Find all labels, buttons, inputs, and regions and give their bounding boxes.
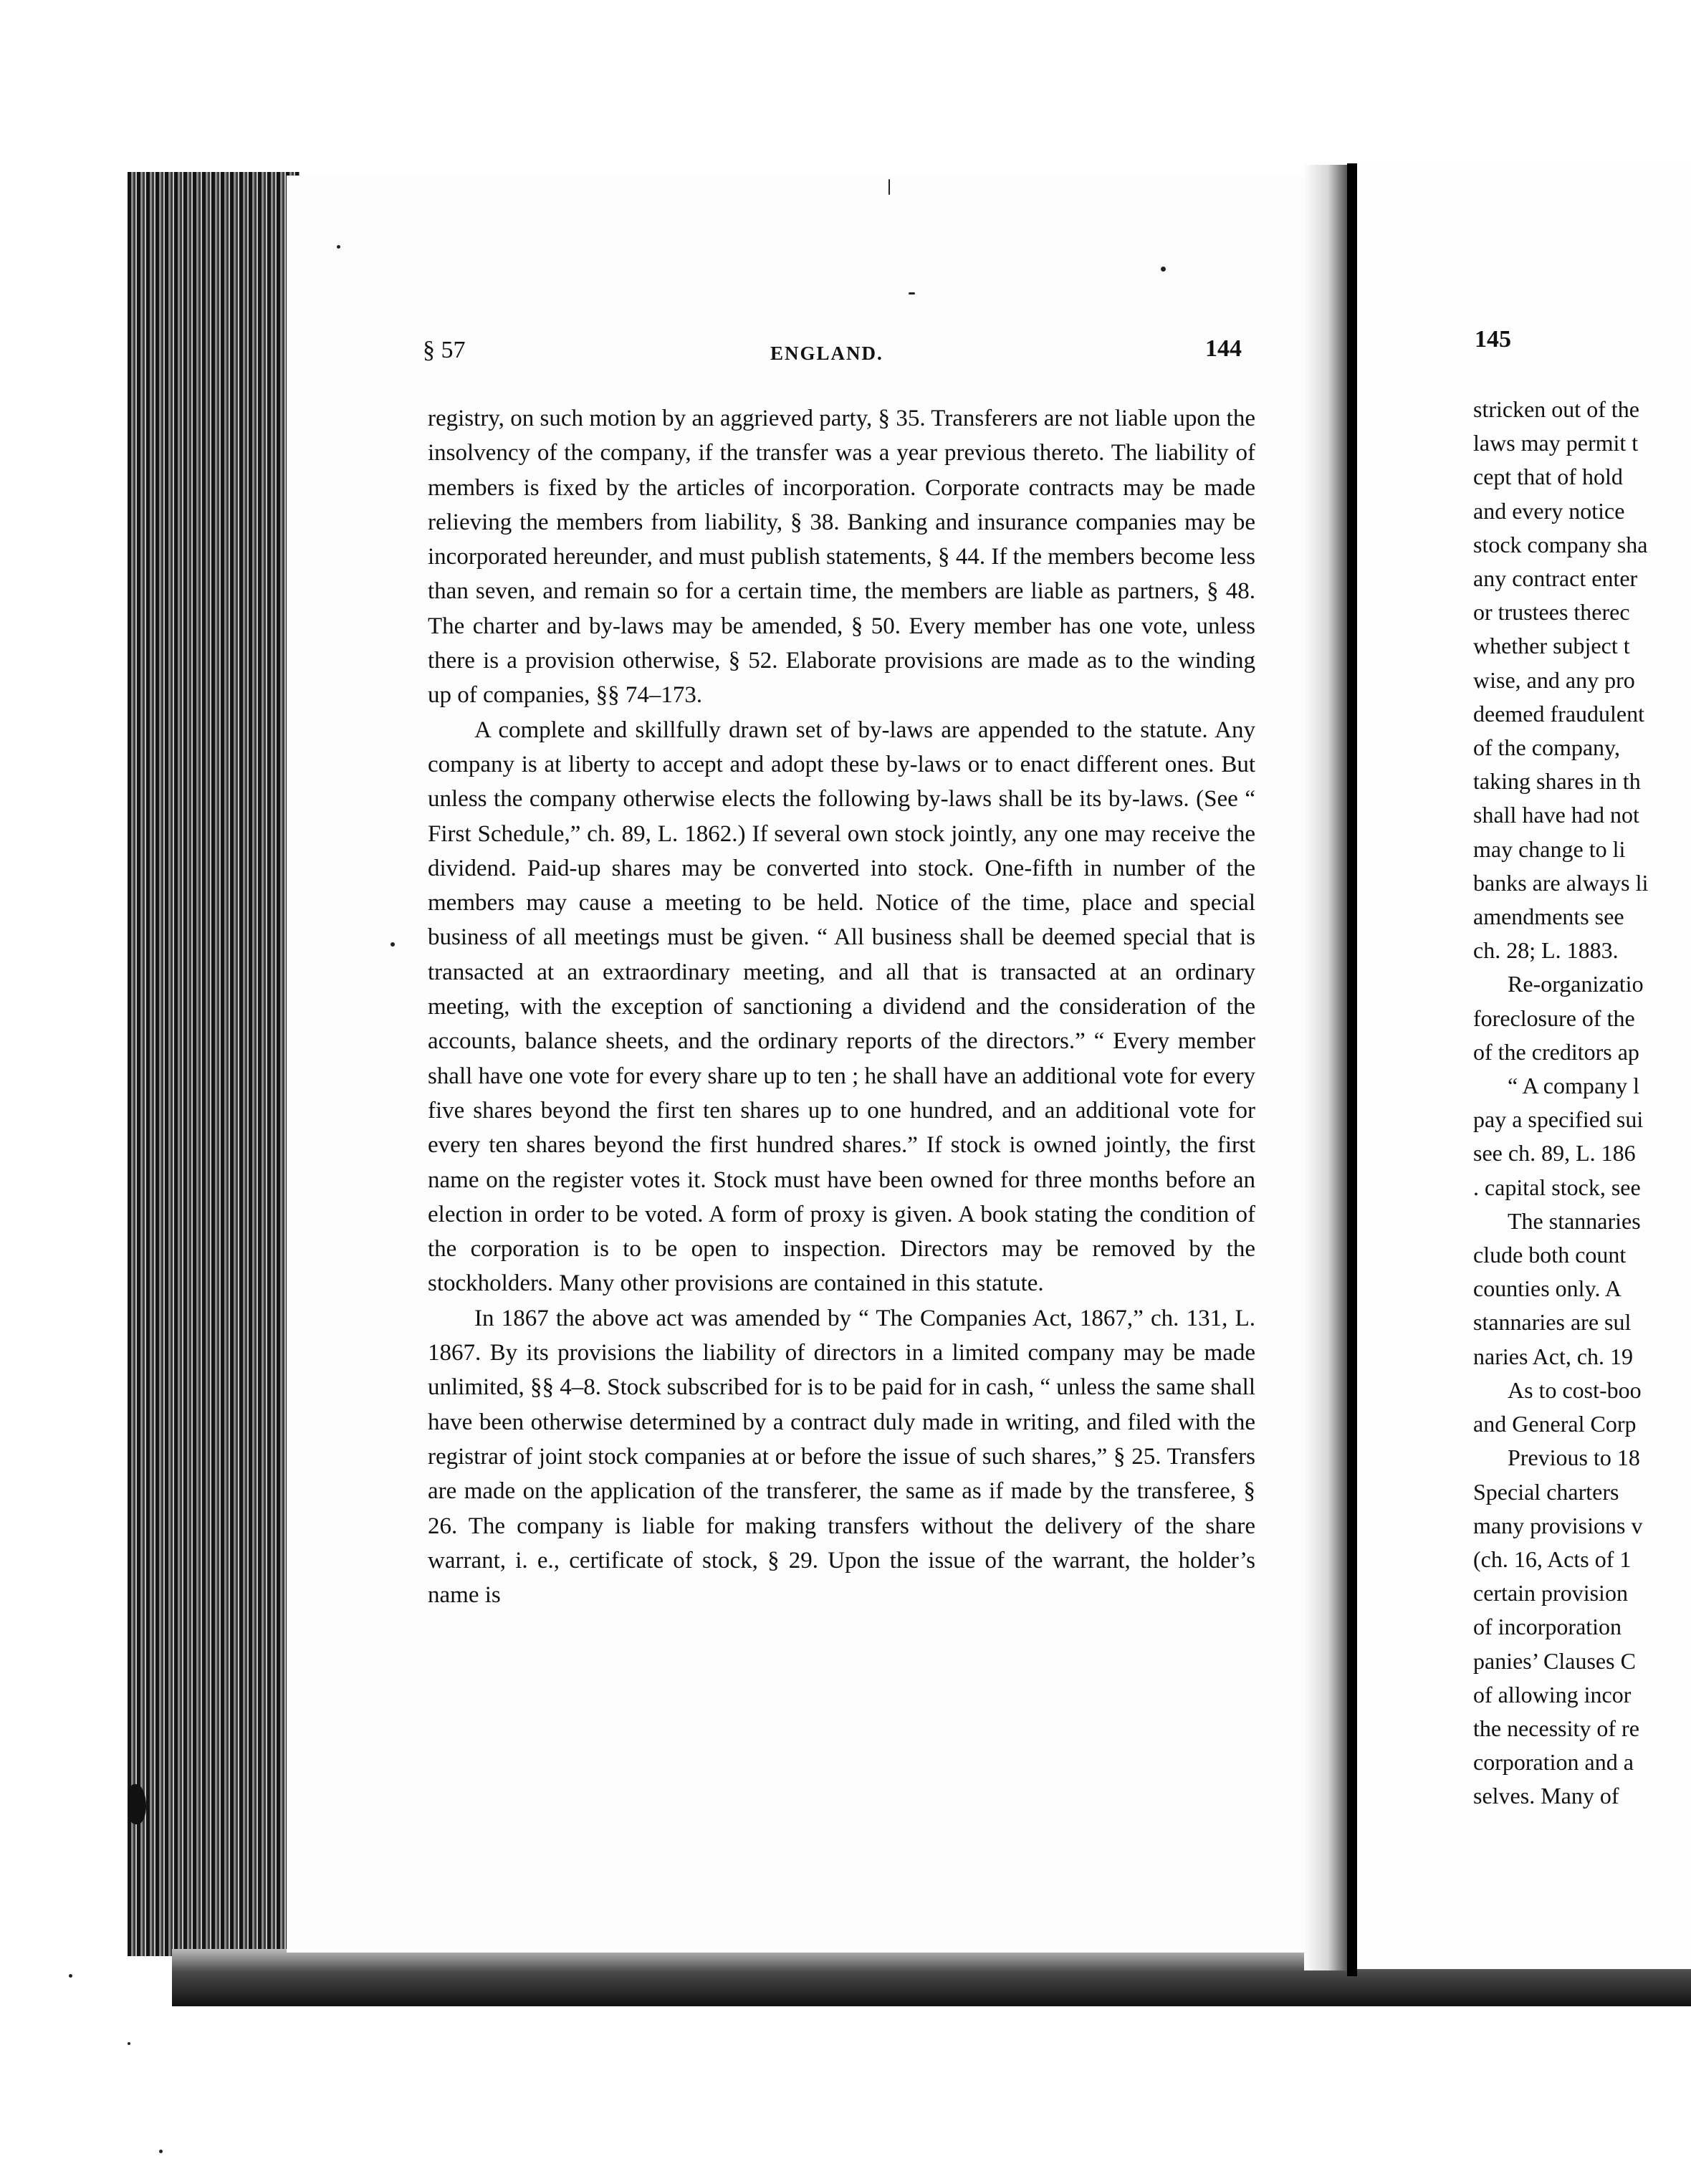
speck	[128, 2042, 130, 2045]
right-page-line: corporation and a	[1473, 1749, 1634, 1776]
right-page-line: stricken out of the	[1473, 396, 1639, 422]
right-page-line: wise, and any pro	[1473, 666, 1635, 693]
right-page-line: shall have had not	[1473, 802, 1639, 828]
right-page-line: may change to li	[1473, 835, 1626, 862]
right-page-line: foreclosure of the	[1473, 1005, 1635, 1031]
section-number: § 57	[423, 337, 466, 363]
speck	[69, 1974, 72, 1978]
running-title: ENGLAND.	[770, 343, 883, 364]
right-page-body	[1357, 393, 1691, 1897]
right-page-line: of the creditors ap	[1473, 1038, 1639, 1065]
speck	[909, 292, 915, 294]
speck	[1161, 267, 1166, 272]
right-page-line: ch. 28; L. 1883.	[1473, 937, 1619, 964]
right-page-line: stock company sha	[1473, 531, 1648, 557]
right-page-line: clude both count	[1473, 1242, 1627, 1268]
right-page-line: pay a specified sui	[1473, 1106, 1644, 1133]
right-page-line: any contract enter	[1473, 565, 1638, 592]
right-page-line: see ch. 89, L. 186	[1473, 1140, 1636, 1167]
right-page-line: or trustees therec	[1473, 599, 1630, 626]
page-number-left: 144	[1205, 335, 1242, 362]
right-page-line: Previous to 18	[1508, 1445, 1640, 1471]
speck	[337, 245, 340, 249]
right-page-line: whether subject t	[1473, 633, 1630, 659]
right-page-line: of incorporation	[1473, 1614, 1622, 1640]
right-page-line: (ch. 16, Acts of 1	[1473, 1546, 1632, 1572]
right-page-line: banks are always li	[1473, 869, 1649, 896]
speck	[888, 179, 890, 195]
right-page-line: and every notice	[1473, 497, 1625, 524]
right-page-line: naries Act, ch. 19	[1473, 1343, 1634, 1369]
right-page-line: The stannaries	[1508, 1207, 1641, 1234]
right-page-line: Special charters	[1473, 1478, 1619, 1505]
right-page-line: . capital stock, see	[1473, 1174, 1641, 1200]
speck	[159, 2150, 163, 2153]
gutter-line	[1347, 163, 1357, 1976]
right-page-line: stannaries are sul	[1473, 1309, 1632, 1336]
right-page-line: counties only. A	[1473, 1275, 1621, 1302]
right-page-line: deemed fraudulent	[1473, 700, 1644, 727]
paragraph: registry, on such motion by an aggrieved party, § 35. Transferers are not liable upon the insolvency of the company, if the transfer was a year previous thereto. The liability of members is fixed by the articles of incorporation. Corporate contracts may be made relieving the members from liability, § 38. Banking and insurance companies may be incorporated hereunder, and must publish statements, § 44. If the members become less than seven, and remain so for a certain time, the members are liable as partners, § 48. The charter and by-laws may be amended, § 50. Every member has one vote, unless there is a provision otherwise, § 52. Elaborate provisions are made as to the winding up of companies, §§ 74–173.	[428, 406, 1255, 709]
right-page-line: selves. Many of	[1473, 1783, 1619, 1809]
left-page-body	[428, 401, 1255, 1612]
paragraph: A complete and skillfully drawn set of by-laws are appended to the statute. Any company is at liberty to accept and adopt these by-laws or to enact different ones. But unless the company otherwise elects the following by-laws shall be its by-laws. (See “ First Schedule,” ch. 89, L. 1862.) If several own stock jointly, any one may receive the dividend. Paid-up shares may be converted into stock. One-fifth in number of the members may cause a meeting to be held. Notice of the time, place and special business of all meetings must be given. “ All business shall be deemed special that is transacted at an extraordinary meeting, and all that is transacted at an ordinary meeting, with the exception of sanctioning a dividend and the consideration of the accounts, balance sheets, and the ordinary reports of the directors.” “ Every member shall have one vote for every share up to ten ; he shall have an additional vote for every five shares beyond the first ten shares up to one hundred, and an additional vote for every ten shares beyond the first hundred shares.” If stock is owned jointly, the first name on the register votes it. Stock must have been owned for three months before an election in order to be voted. A form of proxy is given. A book stating the condition of the corporation is to be open to inspection. Directors may be removed by the stockholders. Many other provisions are contained in this statute.	[428, 717, 1255, 1297]
page-edges	[128, 172, 300, 1956]
right-page-line: many provisions v	[1473, 1512, 1643, 1538]
right-page-line: Re-organizatio	[1508, 971, 1644, 997]
right-page-line: cept that of hold	[1473, 464, 1623, 490]
spine-shadow	[1304, 165, 1347, 1970]
right-page-line: “ A company l	[1508, 1073, 1639, 1099]
right-page-line: the necessity of re	[1473, 1715, 1639, 1741]
right-page-line: panies’ Clauses C	[1473, 1647, 1636, 1674]
speck	[391, 942, 395, 947]
right-page-line: of the company,	[1473, 734, 1620, 761]
right-page-line: amendments see	[1473, 904, 1624, 930]
right-page-line: of allowing incor	[1473, 1681, 1632, 1708]
right-page-line: laws may permit t	[1473, 430, 1639, 456]
right-page-line: and General Corp	[1473, 1411, 1637, 1437]
paragraph: In 1867 the above act was amended by “ The Companies Act, 1867,” ch. 131, L. 1867. By its provisions the liability of directors in a limited company may be made unlimited, §§ 4–8. Stock subscribed for is to be paid for in cash, “ unless the same shall have been otherwise determined by a contract duly made in writing, and filed with the registrar of joint stock companies at or before the issue of such shares,” § 25. Transfers are made on the application of the transferer, the same as if made by the transferee, § 26. The company is liable for making transfers without the delivery of the share warrant, i. e., certificate of stock, § 29. Upon the issue of the warrant, the holder’s name is	[428, 1305, 1255, 1609]
page-number-right: 145	[1475, 326, 1511, 353]
right-page-line: taking shares in th	[1473, 768, 1641, 795]
right-page-line: As to cost-boo	[1508, 1376, 1642, 1403]
right-page-line: certain provision	[1473, 1580, 1628, 1606]
